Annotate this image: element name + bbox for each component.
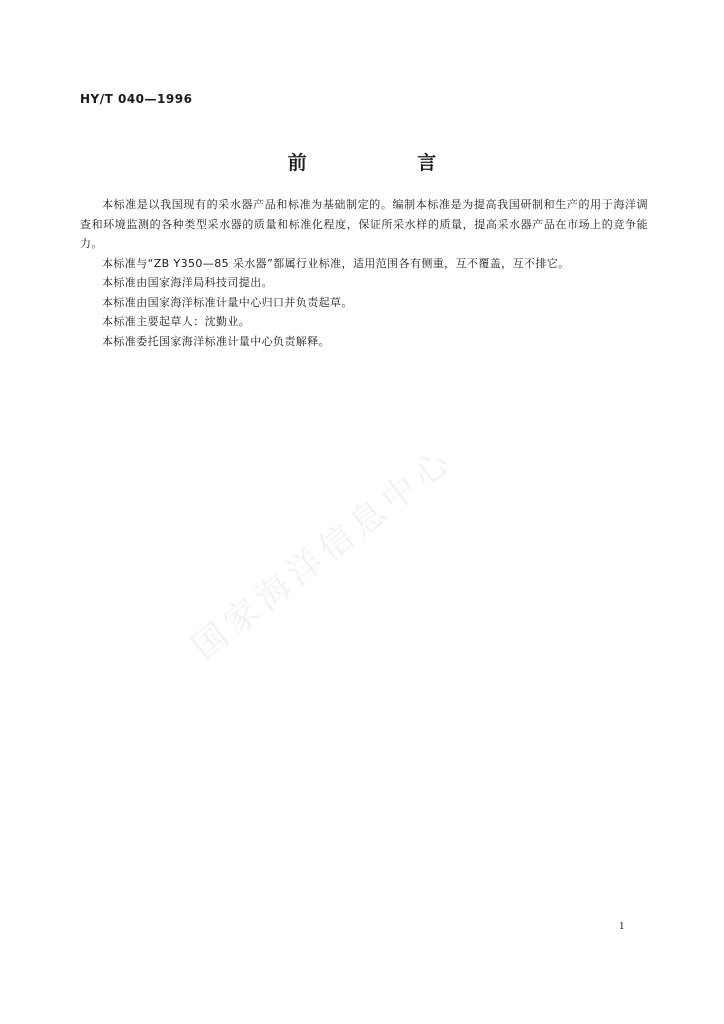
paragraph-2: 本标准与“ZB Y350—85 采水器”都属行业标准，适用范围各有侧重，互不覆盖，互不排它。 — [102, 256, 570, 270]
watermark: 国家海洋信息中心 — [184, 439, 462, 669]
foreword-body — [80, 195, 648, 351]
paragraph-4: 本标准由国家海洋标准计量中心归口并负责起草。 — [102, 295, 353, 309]
paragraph-5: 本标准主要起草人：沈勤业。 — [102, 315, 251, 328]
page-title: 前 言 — [287, 152, 489, 174]
paragraph-3: 本标准由国家海洋局科技司提出。 — [102, 276, 273, 289]
page-number: 1 — [619, 922, 625, 932]
paragraph-1: 本标准是以我国现有的采水器产品和标准为基础制定的。编制本标准是为提高我国研制和生产的用于海洋调查和环境监测的各种类型采水器的质量和标准化程度，保证所采水样的质量，提高采水器产品在市场上的竞争能力。 — [80, 198, 648, 250]
standard-code: HY/T 040—1996 — [80, 92, 193, 106]
paragraph-6: 本标准委托国家海洋标准计量中心负责解释。 — [102, 334, 330, 348]
